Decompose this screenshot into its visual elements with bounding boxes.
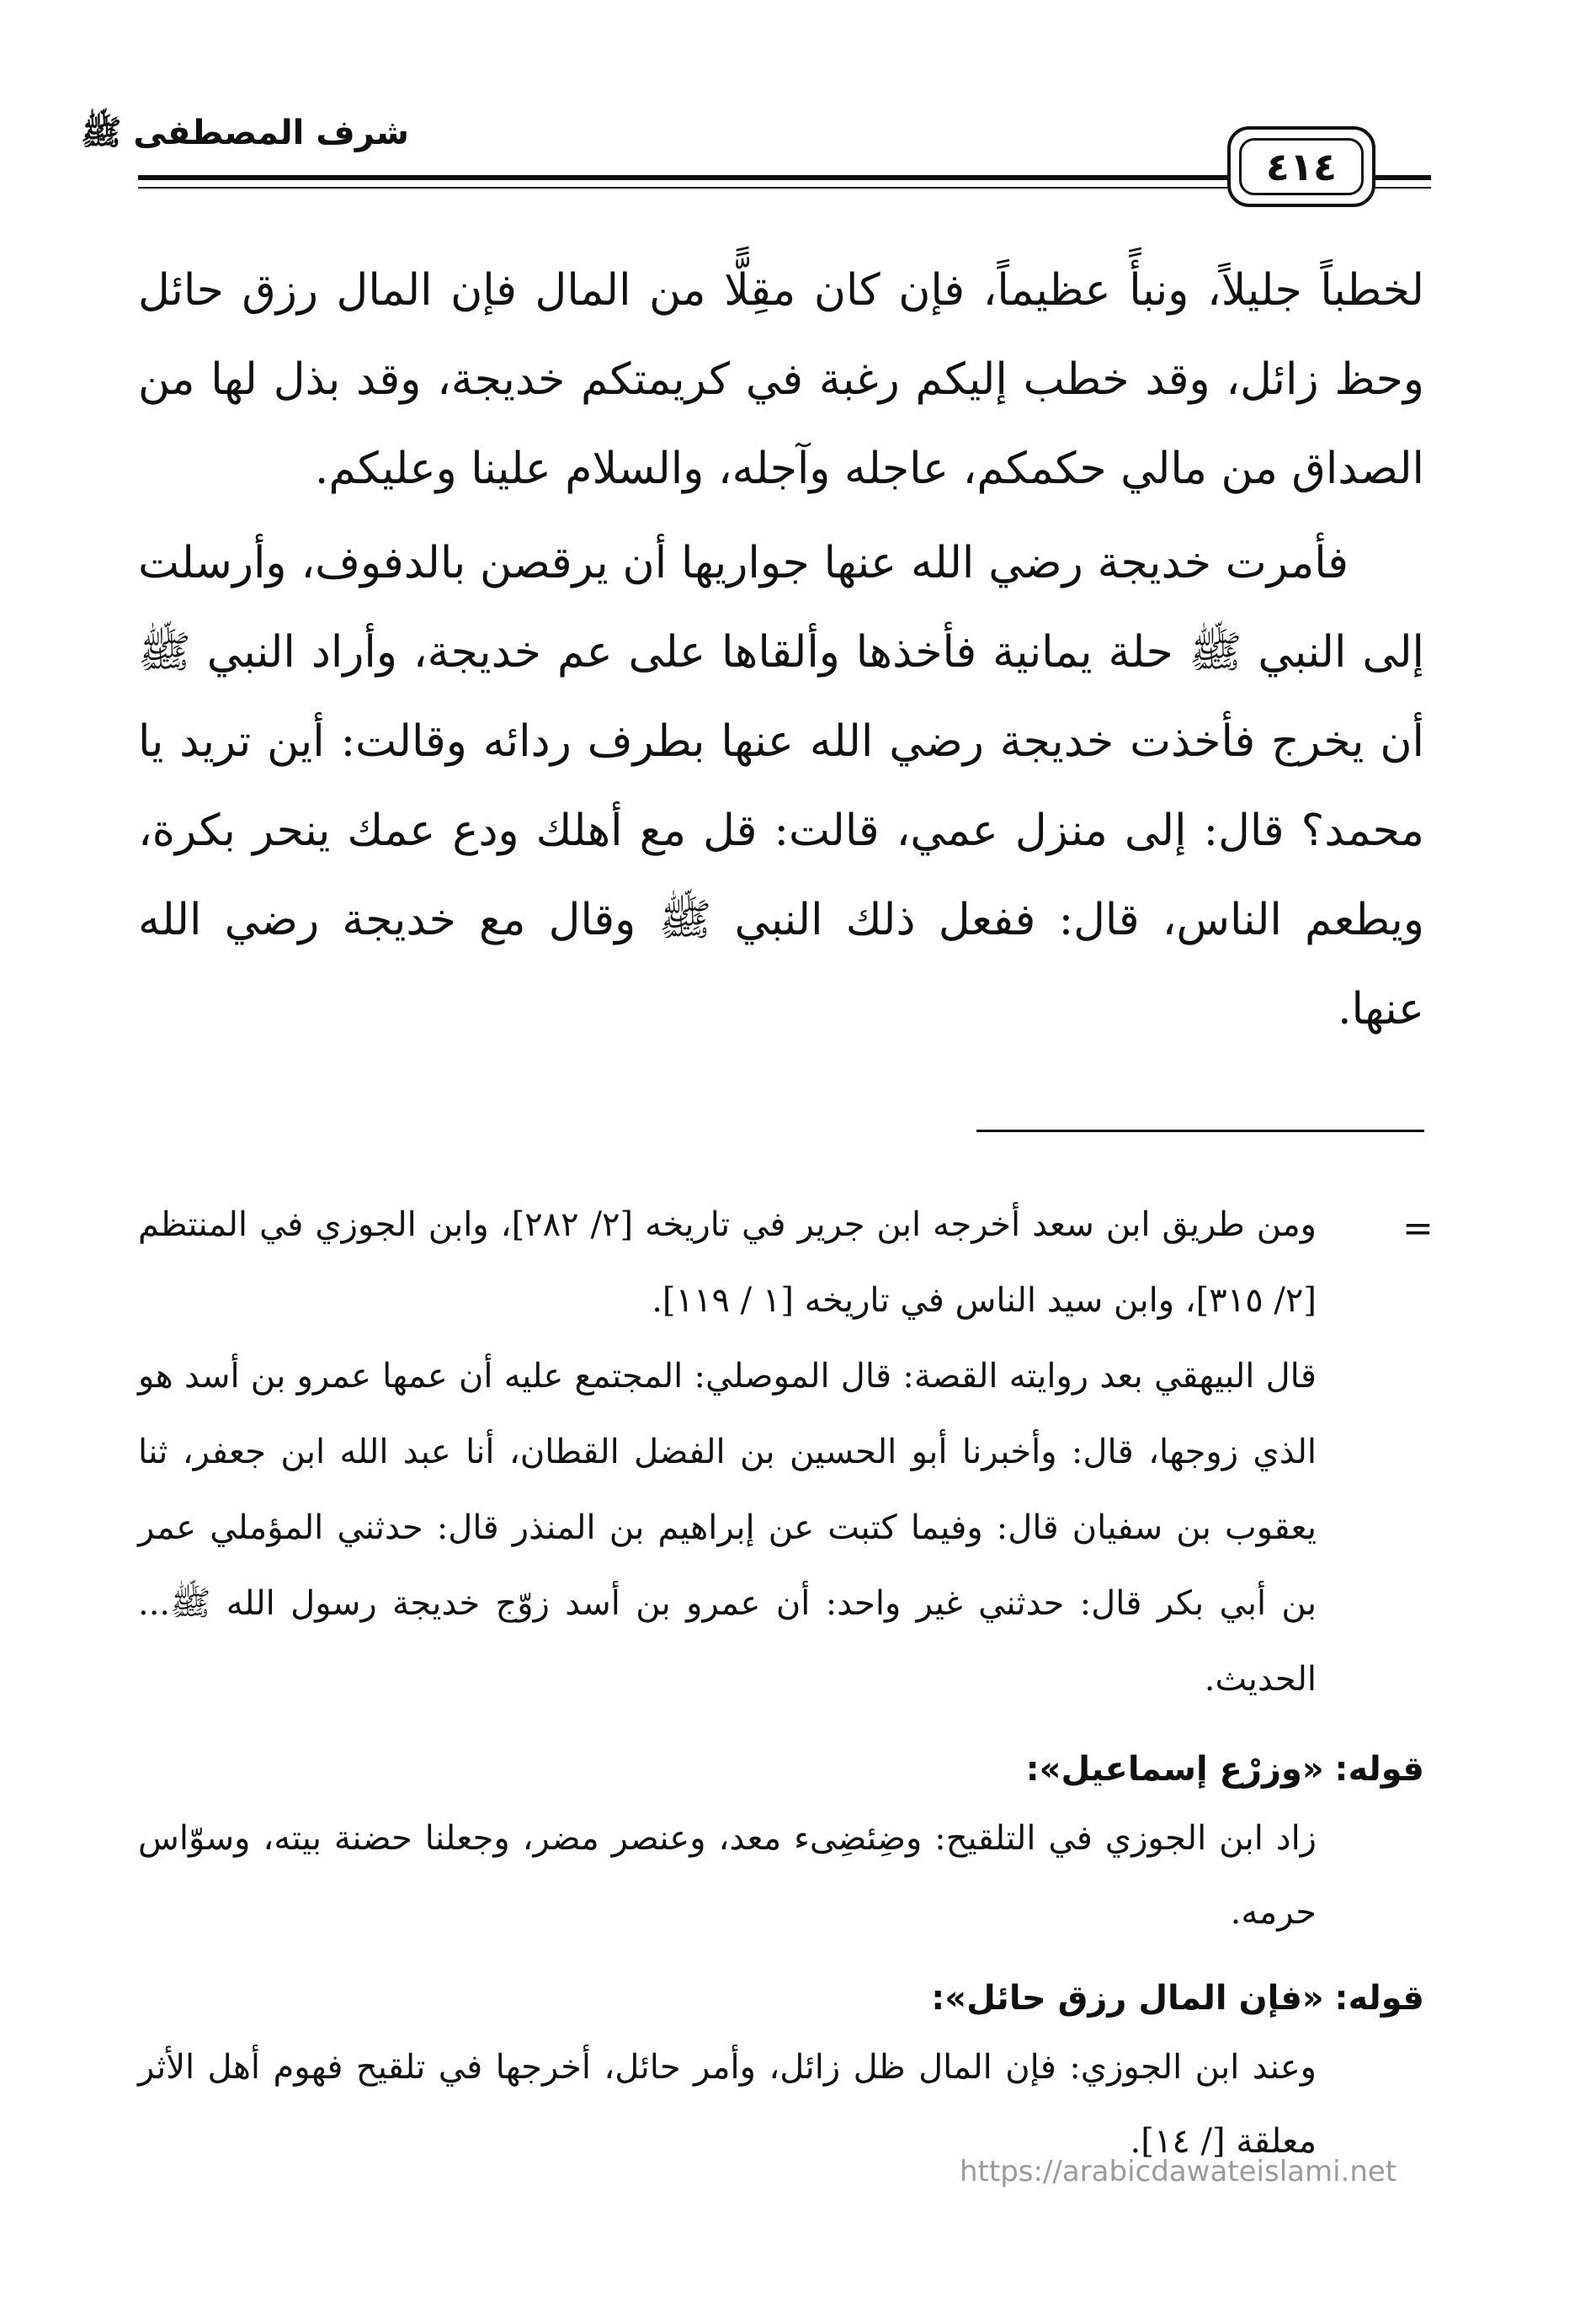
page-number: ٤١٤ xyxy=(1239,138,1364,195)
heading-2-label: قوله: xyxy=(1334,1979,1424,2018)
heading-2-quote: «فإن المال رزق حائل»: xyxy=(931,1979,1324,2018)
footnote-note-1: ومن طريق ابن سعد أخرجه ابن جرير في تاريخه [٢/ ٢٨٢]، وابن الجوزي في المنتظم [٢/ ٣١٥]، وابن سيد الناس في تاريخه [١ / ١١٩]. xyxy=(138,1205,1317,1320)
footnote-continuation-mark: = xyxy=(1402,1207,1434,1250)
footnote-heading-1 xyxy=(1026,1744,1424,1795)
footnote-heading-2 xyxy=(931,1973,1424,2024)
footnote-note-3: زاد ابن الجوزي في التلقيح: وضِئضِىء معد، وعنصر مضر، وجعلنا حضنة بيته، وسوّاس حرمه. xyxy=(138,1819,1317,1932)
watermark-url: https://arabicdawateislami.net xyxy=(960,2155,1397,2189)
footnotes-block xyxy=(138,1187,1317,1717)
main-paragraph-1: لخطباً جليلاً، ونبأً عظيماً، فإن كان مقِلًّا من المال فإن المال رزق حائل وحظ زائل، وقد خطب إليكم رغبة في كريمتكم خديجة، وقد بذل لها من الصداق من مالي حكمكم، عاجله وآجله، والسلام علينا وعليكم. xyxy=(138,265,1424,494)
main-text xyxy=(138,246,1424,1054)
footnote-note-4: وعند ابن الجوزي: فإن المال ظل زائل، وأمر حائل، أخرجها في تلقيح فهوم أهل الأثر معلقة [/ ١٤]. xyxy=(138,2048,1317,2161)
page-number-frame xyxy=(1227,126,1375,207)
running-header-title: شرف المصطفى ﷺ xyxy=(80,114,409,152)
heading-1-label: قوله: xyxy=(1334,1750,1424,1789)
footnote-note-3-block xyxy=(138,1801,1317,1949)
heading-1-quote: «وزرْع إسماعيل»: xyxy=(1025,1750,1324,1789)
footnote-separator xyxy=(976,1130,1424,1132)
header-rule-thick xyxy=(138,175,1227,180)
main-paragraph-2: فأمرت خديجة رضي الله عنها جواريها أن يرقصن بالدفوف، وأرسلت إلى النبي ﷺ حلة يمانية فأخذها وألقاها على عم خديجة، وأراد النبي ﷺ أن يخرج فأخذت خديجة رضي الله عنها بطرف ردائه وقالت: أين تريد يا محمد؟ قال: إلى منزل عمي، قالت: قل مع أهلك ودع عمك ينحر بكرة، ويطعم الناس، قال: ففعل ذلك النبي ﷺ وقال مع خديجة رضي الله عنها. xyxy=(138,538,1424,1035)
header-rule-right-thin xyxy=(1375,187,1431,189)
footnote-note-2: قال البيهقي بعد روايته القصة: قال الموصلي: المجتمع عليه أن عمها عمرو بن أسد هو الذي زوجها، قال: وأخبرنا أبو الحسين بن الفضل القطان، أنا عبد الله ابن جعفر، ثنا يعقوب بن سفيان قال: وفيما كتبت عن إبراهيم بن المنذر قال: حدثني المؤملي عمر بن أبي بكر قال: حدثني غير واحد: أن عمرو بن أسد زوّج خديجة رسول الله ﷺ... الحديث. xyxy=(138,1357,1317,1699)
header-rule-right-thick xyxy=(1375,175,1431,180)
header-rule-thin xyxy=(138,187,1227,189)
